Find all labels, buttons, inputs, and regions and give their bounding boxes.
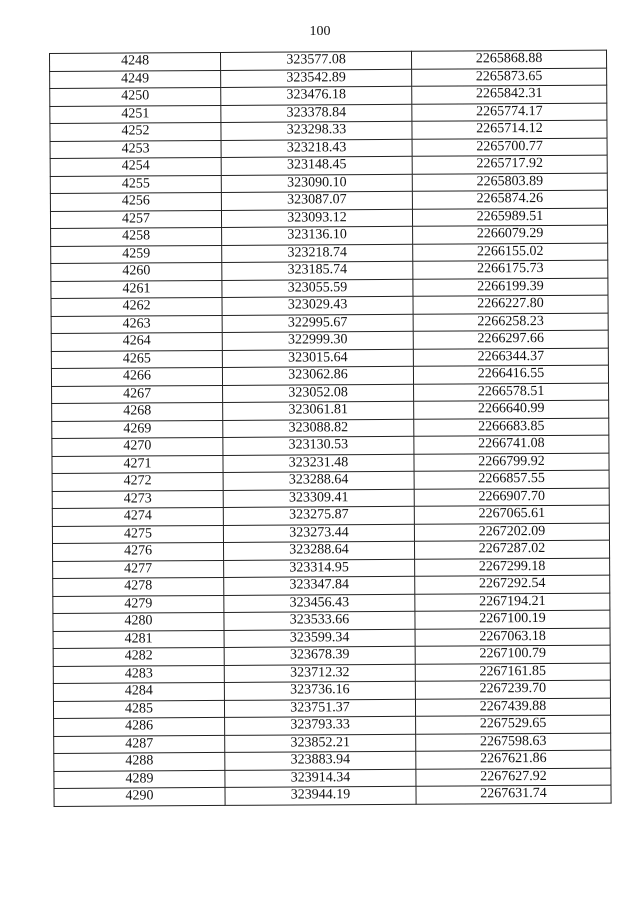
y-coordinate-cell: 2267598.63 xyxy=(416,733,611,752)
y-coordinate-cell: 2267439.88 xyxy=(415,698,610,717)
x-coordinate-cell: 323136.10 xyxy=(222,226,413,245)
y-coordinate-cell: 2267529.65 xyxy=(416,715,611,734)
x-coordinate-cell: 323148.45 xyxy=(221,156,412,175)
point-number-cell: 4287 xyxy=(54,735,225,754)
point-number-cell: 4272 xyxy=(52,472,223,491)
point-number-cell: 4277 xyxy=(53,560,224,579)
x-coordinate-cell: 322999.30 xyxy=(222,331,413,350)
x-coordinate-cell: 323288.64 xyxy=(223,541,414,560)
x-coordinate-cell: 323736.16 xyxy=(224,681,415,700)
y-coordinate-cell: 2267202.09 xyxy=(414,523,609,542)
point-number-cell: 4248 xyxy=(50,52,221,71)
point-number-cell: 4251 xyxy=(50,105,221,124)
x-coordinate-cell: 323914.34 xyxy=(225,769,416,788)
x-coordinate-cell: 323055.59 xyxy=(222,279,413,298)
point-number-cell: 4282 xyxy=(53,647,224,666)
x-coordinate-cell: 323218.74 xyxy=(222,244,413,263)
y-coordinate-cell: 2267161.85 xyxy=(415,663,610,682)
y-coordinate-cell: 2267063.18 xyxy=(415,628,610,647)
x-coordinate-cell: 323130.53 xyxy=(223,436,414,455)
y-coordinate-cell: 2267621.86 xyxy=(416,750,611,769)
y-coordinate-cell: 2265700.77 xyxy=(412,138,607,157)
x-coordinate-cell: 323542.89 xyxy=(221,69,412,88)
y-coordinate-cell: 2266344.37 xyxy=(413,348,608,367)
y-coordinate-cell: 2265717.92 xyxy=(412,155,607,174)
point-number-cell: 4262 xyxy=(51,297,222,316)
x-coordinate-cell: 323944.19 xyxy=(225,786,416,805)
y-coordinate-cell: 2266683.85 xyxy=(414,418,609,437)
y-coordinate-cell: 2266227.80 xyxy=(413,295,608,314)
x-coordinate-cell: 323793.33 xyxy=(225,716,416,735)
x-coordinate-cell: 323347.84 xyxy=(224,576,415,595)
y-coordinate-cell: 2265989.51 xyxy=(412,208,607,227)
point-number-cell: 4279 xyxy=(53,595,224,614)
y-coordinate-cell: 2267287.02 xyxy=(414,540,609,559)
x-coordinate-cell: 323273.44 xyxy=(223,524,414,543)
point-number-cell: 4278 xyxy=(53,577,224,596)
point-number-cell: 4256 xyxy=(50,192,221,211)
x-coordinate-cell: 323309.41 xyxy=(223,489,414,508)
point-number-cell: 4280 xyxy=(53,612,224,631)
y-coordinate-cell: 2265873.65 xyxy=(412,68,607,87)
x-coordinate-cell: 323298.33 xyxy=(221,121,412,140)
x-coordinate-cell: 323015.64 xyxy=(222,349,413,368)
point-number-cell: 4249 xyxy=(50,70,221,89)
point-number-cell: 4275 xyxy=(52,525,223,544)
point-number-cell: 4260 xyxy=(51,262,222,281)
x-coordinate-cell: 323029.43 xyxy=(222,296,413,315)
y-coordinate-cell: 2265868.88 xyxy=(411,50,606,69)
point-number-cell: 4289 xyxy=(54,770,225,789)
point-number-cell: 4253 xyxy=(50,140,221,159)
y-coordinate-cell: 2267631.74 xyxy=(416,785,611,804)
y-coordinate-cell: 2267627.92 xyxy=(416,768,611,787)
point-number-cell: 4266 xyxy=(51,367,222,386)
x-coordinate-cell: 323678.39 xyxy=(224,646,415,665)
x-coordinate-cell: 323288.64 xyxy=(223,471,414,490)
y-coordinate-cell: 2267065.61 xyxy=(414,505,609,524)
point-number-cell: 4284 xyxy=(53,682,224,701)
y-coordinate-cell: 2266416.55 xyxy=(413,365,608,384)
point-number-cell: 4290 xyxy=(54,787,225,806)
x-coordinate-cell: 323218.43 xyxy=(221,139,412,158)
x-coordinate-cell: 323275.87 xyxy=(223,506,414,525)
y-coordinate-cell: 2266907.70 xyxy=(414,488,609,507)
point-number-cell: 4254 xyxy=(50,157,221,176)
point-number-cell: 4270 xyxy=(52,437,223,456)
x-coordinate-cell: 322995.67 xyxy=(222,314,413,333)
x-coordinate-cell: 323378.84 xyxy=(221,104,412,123)
x-coordinate-cell: 323061.81 xyxy=(223,401,414,420)
coordinates-table xyxy=(49,50,612,807)
x-coordinate-cell: 323231.48 xyxy=(223,454,414,473)
point-number-cell: 4263 xyxy=(51,315,222,334)
table-row xyxy=(54,785,611,806)
y-coordinate-cell: 2266857.55 xyxy=(414,470,609,489)
y-coordinate-cell: 2265714.12 xyxy=(412,120,607,139)
y-coordinate-cell: 2267194.21 xyxy=(415,593,610,612)
point-number-cell: 4250 xyxy=(50,87,221,106)
y-coordinate-cell: 2265842.31 xyxy=(412,85,607,104)
point-number-cell: 4285 xyxy=(53,700,224,719)
x-coordinate-cell: 323599.34 xyxy=(224,629,415,648)
y-coordinate-cell: 2266640.99 xyxy=(414,400,609,419)
point-number-cell: 4274 xyxy=(52,507,223,526)
x-coordinate-cell: 323087.07 xyxy=(221,191,412,210)
point-number-cell: 4255 xyxy=(50,175,221,194)
x-coordinate-cell: 323088.82 xyxy=(223,419,414,438)
x-coordinate-cell: 323062.86 xyxy=(222,366,413,385)
y-coordinate-cell: 2266199.39 xyxy=(413,278,608,297)
point-number-cell: 4269 xyxy=(52,420,223,439)
point-number-cell: 4257 xyxy=(50,210,221,229)
page-number: 100 xyxy=(309,24,331,39)
x-coordinate-cell: 323185.74 xyxy=(222,261,413,280)
x-coordinate-cell: 323577.08 xyxy=(220,51,411,70)
point-number-cell: 4288 xyxy=(54,752,225,771)
y-coordinate-cell: 2265874.26 xyxy=(412,190,607,209)
point-number-cell: 4283 xyxy=(53,665,224,684)
point-number-cell: 4252 xyxy=(50,122,221,141)
x-coordinate-cell: 323852.21 xyxy=(225,734,416,753)
x-coordinate-cell: 323314.95 xyxy=(224,559,415,578)
x-coordinate-cell: 323751.37 xyxy=(224,699,415,718)
point-number-cell: 4258 xyxy=(51,227,222,246)
point-number-cell: 4286 xyxy=(54,717,225,736)
y-coordinate-cell: 2267292.54 xyxy=(415,575,610,594)
y-coordinate-cell: 2266258.23 xyxy=(413,313,608,332)
point-number-cell: 4265 xyxy=(51,350,222,369)
x-coordinate-cell: 323093.12 xyxy=(221,209,412,228)
point-number-cell: 4276 xyxy=(52,542,223,561)
y-coordinate-cell: 2266578.51 xyxy=(414,383,609,402)
y-coordinate-cell: 2266079.29 xyxy=(413,225,608,244)
y-coordinate-cell: 2266799.92 xyxy=(414,453,609,472)
y-coordinate-cell: 2266175.73 xyxy=(413,260,608,279)
point-number-cell: 4261 xyxy=(51,280,222,299)
y-coordinate-cell: 2265774.17 xyxy=(412,103,607,122)
y-coordinate-cell: 2265803.89 xyxy=(412,173,607,192)
point-number-cell: 4259 xyxy=(51,245,222,264)
coordinates-table-body xyxy=(50,50,612,806)
y-coordinate-cell: 2266297.66 xyxy=(413,330,608,349)
y-coordinate-cell: 2267299.18 xyxy=(415,558,610,577)
y-coordinate-cell: 2267100.79 xyxy=(415,645,610,664)
point-number-cell: 4271 xyxy=(52,455,223,474)
point-number-cell: 4264 xyxy=(51,332,222,351)
x-coordinate-cell: 323476.18 xyxy=(221,86,412,105)
y-coordinate-cell: 2266155.02 xyxy=(413,243,608,262)
x-coordinate-cell: 323456.43 xyxy=(224,594,415,613)
x-coordinate-cell: 323712.32 xyxy=(224,664,415,683)
y-coordinate-cell: 2267239.70 xyxy=(415,680,610,699)
point-number-cell: 4273 xyxy=(52,490,223,509)
point-number-cell: 4268 xyxy=(52,402,223,421)
x-coordinate-cell: 323533.66 xyxy=(224,611,415,630)
y-coordinate-cell: 2267100.19 xyxy=(415,610,610,629)
x-coordinate-cell: 323052.08 xyxy=(223,384,414,403)
y-coordinate-cell: 2266741.08 xyxy=(414,435,609,454)
x-coordinate-cell: 323883.94 xyxy=(225,751,416,770)
point-number-cell: 4281 xyxy=(53,630,224,649)
point-number-cell: 4267 xyxy=(52,385,223,404)
x-coordinate-cell: 323090.10 xyxy=(221,174,412,193)
coordinates-table-wrapper xyxy=(49,50,608,807)
